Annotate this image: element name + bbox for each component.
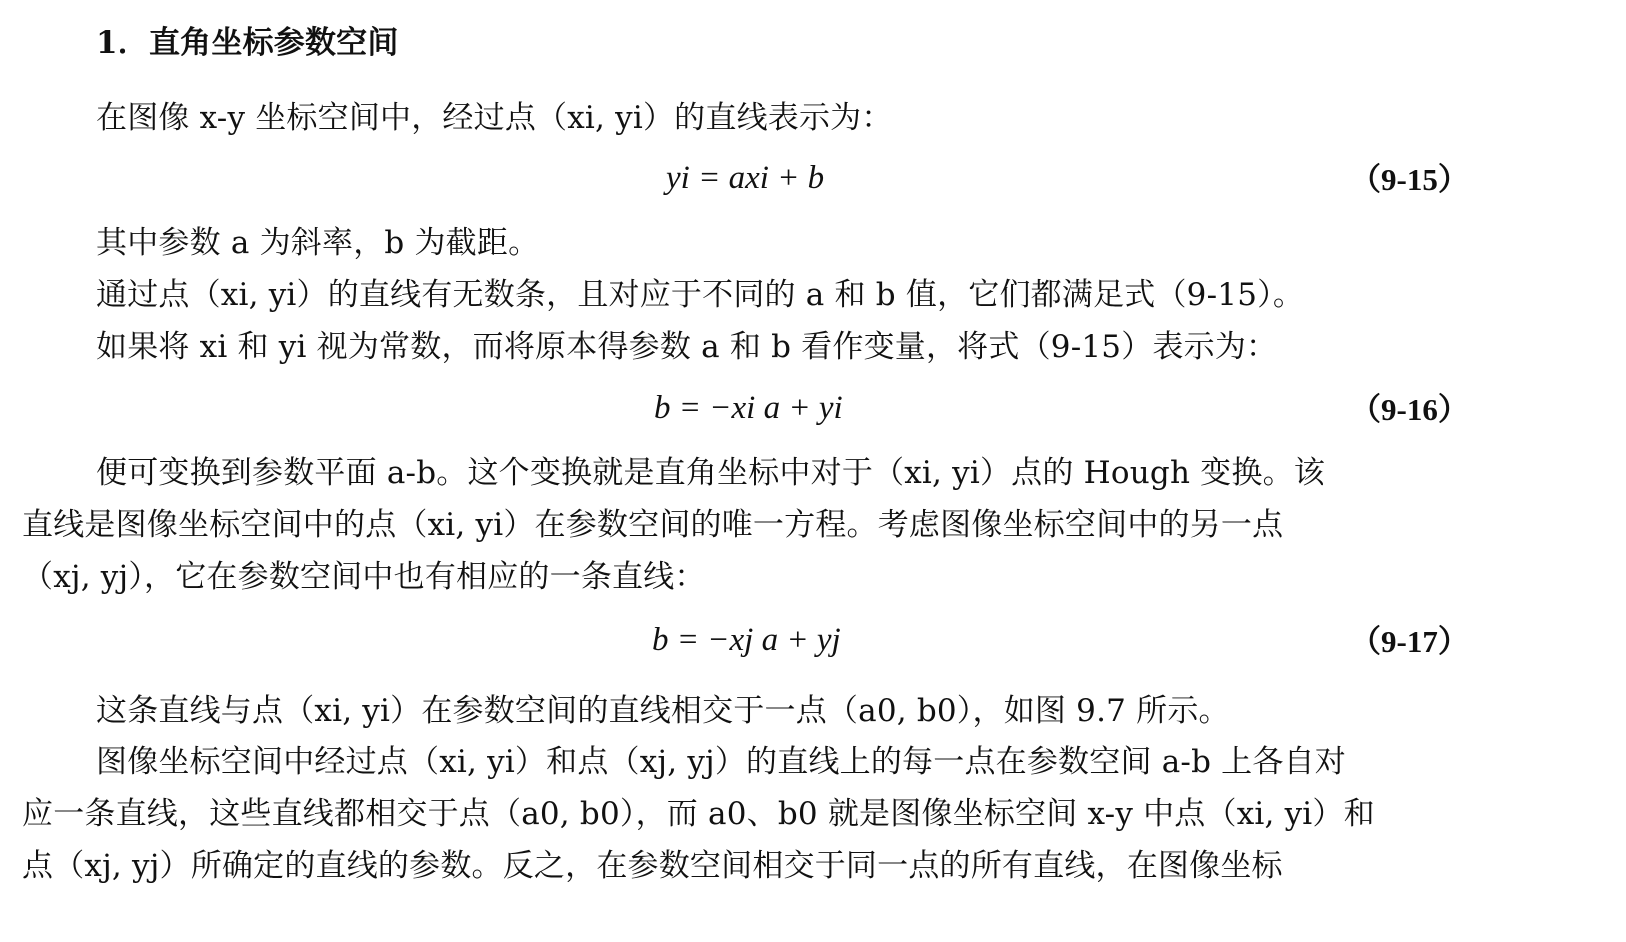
paragraph-line: （xj, yj），它在参数空间中也有相应的一条直线：	[22, 559, 706, 595]
paragraph-line: 在图像 x-y 坐标空间中，经过点（xi, yi）的直线表示为：	[96, 100, 893, 136]
equation-number: （9-17）	[1350, 624, 1469, 659]
paragraph-line: 这条直线与点（xi, yi）在参数空间的直线相交于一点（a0, b0），如图 9.7 所示。	[96, 693, 1230, 729]
equation-number: （9-15）	[1350, 162, 1469, 197]
paragraph-line: 其中参数 a 为斜率，b 为截距。	[96, 225, 540, 261]
equation-number: （9-16）	[1350, 392, 1469, 427]
section-heading: 1．直角坐标参数空间	[96, 25, 399, 61]
equation-9-16: b = −xi a + yi	[654, 390, 843, 426]
paragraph-line: 直线是图像坐标空间中的点（xi, yi）在参数空间的唯一方程。考虑图像坐标空间中的另一点	[22, 507, 1284, 543]
paragraph-line: 应一条直线，这些直线都相交于点（a0, b0），而 a0、b0 就是图像坐标空间 x-y 中点（xi, yi）和	[22, 796, 1375, 832]
equation-9-15: yi = axi + b	[666, 160, 825, 196]
paragraph-line: 便可变换到参数平面 a-b。这个变换就是直角坐标中对于（xi, yi）点的 Hough 变换。该	[96, 455, 1325, 491]
equation-9-17: b = −xj a + yj	[652, 622, 841, 658]
paragraph-line: 点（xj, yj）所确定的直线的参数。反之，在参数空间相交于同一点的所有直线，在图像坐标	[22, 848, 1283, 884]
paragraph-line: 图像坐标空间中经过点（xi, yi）和点（xj, yj）的直线上的每一点在参数空间 a-b 上各自对	[96, 744, 1346, 780]
paragraph-line: 通过点（xi, yi）的直线有无数条，且对应于不同的 a 和 b 值，它们都满足式（9-15）。	[96, 277, 1305, 313]
paragraph-line: 如果将 xi 和 yi 视为常数，而将原本得参数 a 和 b 看作变量，将式（9-15）表示为：	[96, 329, 1278, 365]
